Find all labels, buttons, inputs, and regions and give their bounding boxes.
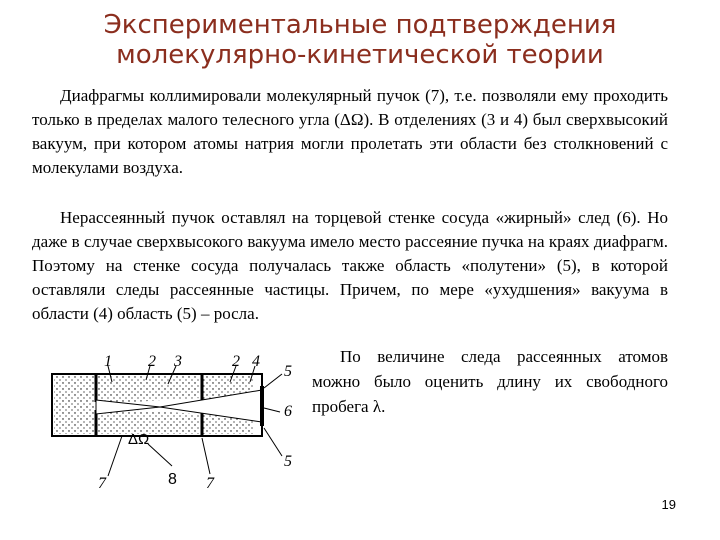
label-8: 8 [168, 471, 177, 488]
leader-7-left [108, 436, 122, 476]
leader-5-top [264, 374, 282, 388]
oven-region [54, 376, 94, 434]
label-6: 6 [284, 403, 292, 420]
title-line-2: молекулярно-кинетической теории [116, 40, 604, 70]
paragraph-1: Диафрагмы коллимировали молекулярный пучок (7), т.е. позволяли ему проходить только в пределах малого телесного угла (ΔΩ). В отделениях (3 и 4) был сверхвысокий вакуум, при котором атомы натрия могли пролетать эти области без столкновений с молекулами воздуха. [32, 86, 668, 177]
label-5-top: 5 [284, 363, 292, 380]
label-2b: 2 [232, 353, 240, 370]
side-paragraph: По величине следа рассеянных атомов можно было оценить длину их свободного пробега λ. [312, 347, 668, 416]
label-7-left: 7 [98, 475, 106, 492]
leader-5-bottom [264, 428, 282, 456]
leader-6 [264, 408, 280, 412]
label-3: 3 [174, 353, 182, 370]
label-2a: 2 [148, 353, 156, 370]
label-5-bottom: 5 [284, 453, 292, 470]
label-solid-angle: ΔΩ [128, 431, 150, 448]
leader-7-right [202, 438, 210, 474]
page-title [0, 10, 720, 70]
label-1: 1 [104, 353, 112, 370]
experiment-diagram [50, 352, 300, 497]
paragraph-2: Нерассеянный пучок оставлял на торцевой стенке сосуда «жирный» след (6). Но даже в случае сверхвысокого вакуума имело место рассеяние пучка на краях диафрагм. Поэтому на стенке сосуда получалась также область «полутени» (5), в которой оставляли следы рассеянные частицы. Причем, по мере «ухудшения» вакуума в области (4) область (5) – росла. [32, 208, 668, 323]
title-line-1: Экспериментальные подтверждения [103, 10, 617, 40]
label-4: 4 [252, 353, 260, 370]
slide-number: 19 [661, 497, 676, 512]
label-7-right: 7 [206, 475, 214, 492]
leader-8 [148, 444, 172, 466]
